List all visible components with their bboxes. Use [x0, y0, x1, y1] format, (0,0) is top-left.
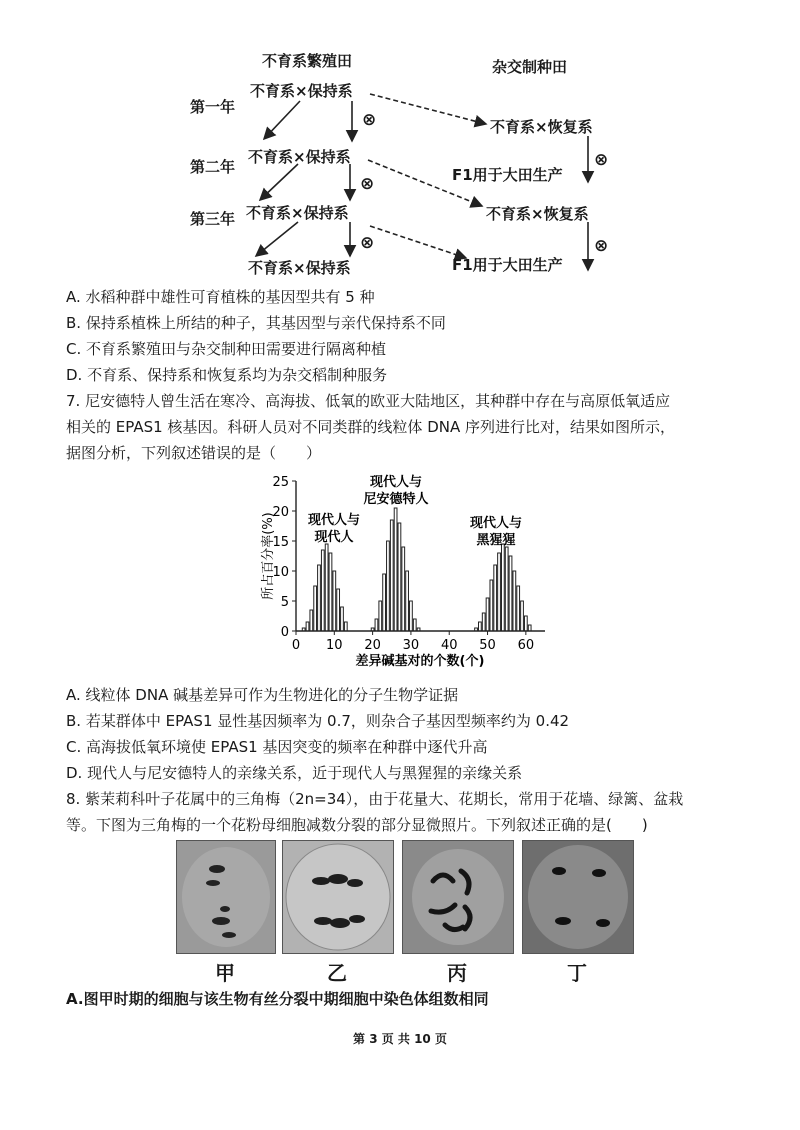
q7-option-a: A. 线粒体 DNA 碱基差异可作为生物进化的分子生物学证据: [66, 686, 459, 704]
x-tick-label: 20: [364, 638, 381, 653]
histogram-bar-series-0: [325, 544, 328, 631]
histogram-bar-series-2: [498, 553, 501, 631]
cross-sterile-maintainer-3: 不育系×保持系: [246, 204, 349, 222]
histogram-bar-series-2: [509, 556, 512, 631]
cross-sterile-maintainer-4: 不育系×保持系: [248, 259, 351, 277]
x-tick-label: 0: [291, 638, 301, 653]
micrograph-jia: [176, 840, 276, 954]
histogram-bar-series-2: [505, 547, 508, 631]
micrograph-bing: [402, 840, 514, 954]
q7-option-c: C. 高海拔低氧环境使 EPAS1 基因突变的频率在种群中逐代升高: [66, 738, 488, 756]
histogram-bar-series-1: [379, 601, 382, 631]
histogram-bar-series-0: [333, 571, 336, 631]
cross-sterile-restorer-1: 不育系×恢复系: [490, 118, 593, 136]
f1-field-production-2: F1用于大田生产: [452, 256, 563, 274]
histogram-bar-series-1: [387, 541, 390, 631]
histogram-bar-series-1: [375, 619, 378, 631]
histogram-bar-series-2: [478, 622, 481, 631]
y-tick-label: 10: [272, 565, 289, 580]
annotation-modern-neanderthal-l1: 现代人与: [369, 475, 423, 490]
annotation-modern-chimp-l2: 黑猩猩: [476, 533, 516, 548]
header-hybrid-field: 杂交制种田: [492, 58, 568, 76]
self-symbol-1: ⊗: [362, 110, 377, 130]
self-symbol-4: ⊗: [594, 150, 609, 170]
histogram-bar-series-2: [524, 616, 527, 631]
histogram-bar-series-0: [321, 550, 324, 631]
y-tick-label: 20: [272, 505, 289, 520]
photo-label-yi: 乙: [327, 961, 347, 985]
year-1-label: 第一年: [190, 98, 236, 116]
q8-stem-line-2: 等。下图为三角梅的一个花粉母细胞减数分裂的部分显微照片。下列叙述正确的是( ): [66, 816, 648, 834]
header-sterile-field: 不育系繁殖田: [262, 52, 353, 70]
x-tick-label: 10: [326, 638, 343, 653]
q7-stem-line-2: 相关的 EPAS1 核基因。科研人员对不同类群的线粒体 DNA 序列进行比对，结果如图所示，: [66, 418, 675, 436]
histogram-bar-series-0: [314, 586, 317, 631]
y-axis-label: 所占百分率(%): [261, 512, 276, 600]
histogram-bar-series-2: [494, 565, 497, 631]
q7-option-b: B. 若某群体中 EPAS1 显性基因频率为 0.7，则杂合子基因型频率约为 0.42: [66, 712, 570, 730]
annotation-modern-modern-l2: 现代人: [314, 530, 354, 545]
q7-stem-line-1: 7. 尼安德特人曾生活在寒冷、高海拔、低氧的欧亚大陆地区，其种群中存在与高原低氧适应: [66, 392, 671, 410]
histogram-bar-series-0: [310, 610, 313, 631]
histogram-bar-series-1: [390, 520, 393, 631]
histogram-bar-series-0: [318, 565, 321, 631]
year-3-label: 第三年: [190, 210, 236, 228]
photo-label-jia: 甲: [215, 961, 235, 985]
q6-option-d: D. 不育系、保持系和恢复系均为杂交稻制种服务: [66, 366, 388, 384]
histogram-bar-series-1: [413, 619, 416, 631]
histogram-bar-series-2: [521, 601, 524, 631]
histogram-bar-series-0: [306, 622, 309, 631]
histogram-bar-series-1: [398, 523, 401, 631]
cross-sterile-maintainer-1: 不育系×保持系: [250, 82, 353, 100]
y-tick-label: 5: [280, 595, 289, 610]
histogram-bar-series-2: [513, 571, 516, 631]
self-symbol-3: ⊗: [360, 233, 375, 253]
f1-field-production-1: F1用于大田生产: [452, 166, 563, 184]
histogram-bar-series-1: [394, 508, 397, 631]
histogram-bar-series-0: [329, 553, 332, 631]
histogram-bar-series-1: [406, 571, 409, 631]
histogram-bar-series-2: [490, 580, 493, 631]
q8-stem-line-1: 8. 紫茉莉科叶子花属中的三角梅（2n=34），由于花量大、花期长，常用于花墙、绿篱、盆栽: [66, 790, 684, 808]
x-tick-label: 30: [402, 638, 420, 653]
photo-label-ding: 丁: [567, 961, 587, 985]
self-symbol-2: ⊗: [360, 174, 375, 194]
self-symbol-5: ⊗: [594, 236, 609, 256]
x-tick-label: 50: [479, 638, 496, 653]
annotation-modern-modern-l1: 现代人与: [307, 513, 361, 528]
annotation-modern-chimp-l1: 现代人与: [469, 516, 523, 531]
histogram-bar-series-2: [501, 544, 504, 631]
y-tick-label: 25: [272, 475, 289, 490]
q8-option-a: A.图甲时期的细胞与该生物有丝分裂中期细胞中染色体组数相同: [66, 990, 489, 1008]
q7-stem-line-3: 据图分析，下列叙述错误的是（ ）: [66, 444, 322, 462]
histogram-bar-series-1: [410, 601, 413, 631]
cross-sterile-maintainer-2: 不育系×保持系: [248, 148, 351, 166]
cross-sterile-restorer-2: 不育系×恢复系: [486, 205, 589, 223]
x-axis-label: 差异碱基对的个数(个): [355, 654, 485, 669]
x-tick-label: 60: [517, 638, 535, 653]
histogram-bar-series-0: [341, 607, 344, 631]
histogram-bar-series-1: [402, 547, 405, 631]
q6-option-a: A. 水稻种群中雄性可育植株的基因型共有 5 种: [66, 288, 375, 306]
micrograph-yi: [282, 840, 394, 954]
page-footer: 第 3 页 共 10 页: [353, 1032, 447, 1046]
photo-label-bing: 丙: [447, 961, 467, 985]
micrograph-ding: [522, 840, 634, 954]
x-tick-label: 40: [440, 638, 458, 653]
annotation-modern-neanderthal-l2: 尼安德特人: [363, 492, 429, 507]
histogram-bar-series-2: [528, 625, 531, 631]
y-tick-label: 0: [280, 625, 289, 640]
histogram-bar-series-2: [482, 613, 485, 631]
histogram-bar-series-2: [517, 586, 520, 631]
q7-option-d: D. 现代人与尼安德特人的亲缘关系，近于现代人与黑猩猩的亲缘关系: [66, 764, 523, 782]
y-tick-label: 15: [272, 535, 289, 550]
q6-option-c: C. 不育系繁殖田与杂交制种田需要进行隔离种植: [66, 340, 387, 358]
year-2-label: 第二年: [190, 158, 236, 176]
histogram-bar-series-2: [486, 598, 489, 631]
histogram-bar-series-1: [383, 574, 386, 631]
histogram-bar-series-0: [337, 589, 340, 631]
q6-option-b: B. 保持系植株上所结的种子，其基因型与亲代保持系不同: [66, 314, 446, 332]
histogram-bar-series-0: [344, 622, 347, 631]
